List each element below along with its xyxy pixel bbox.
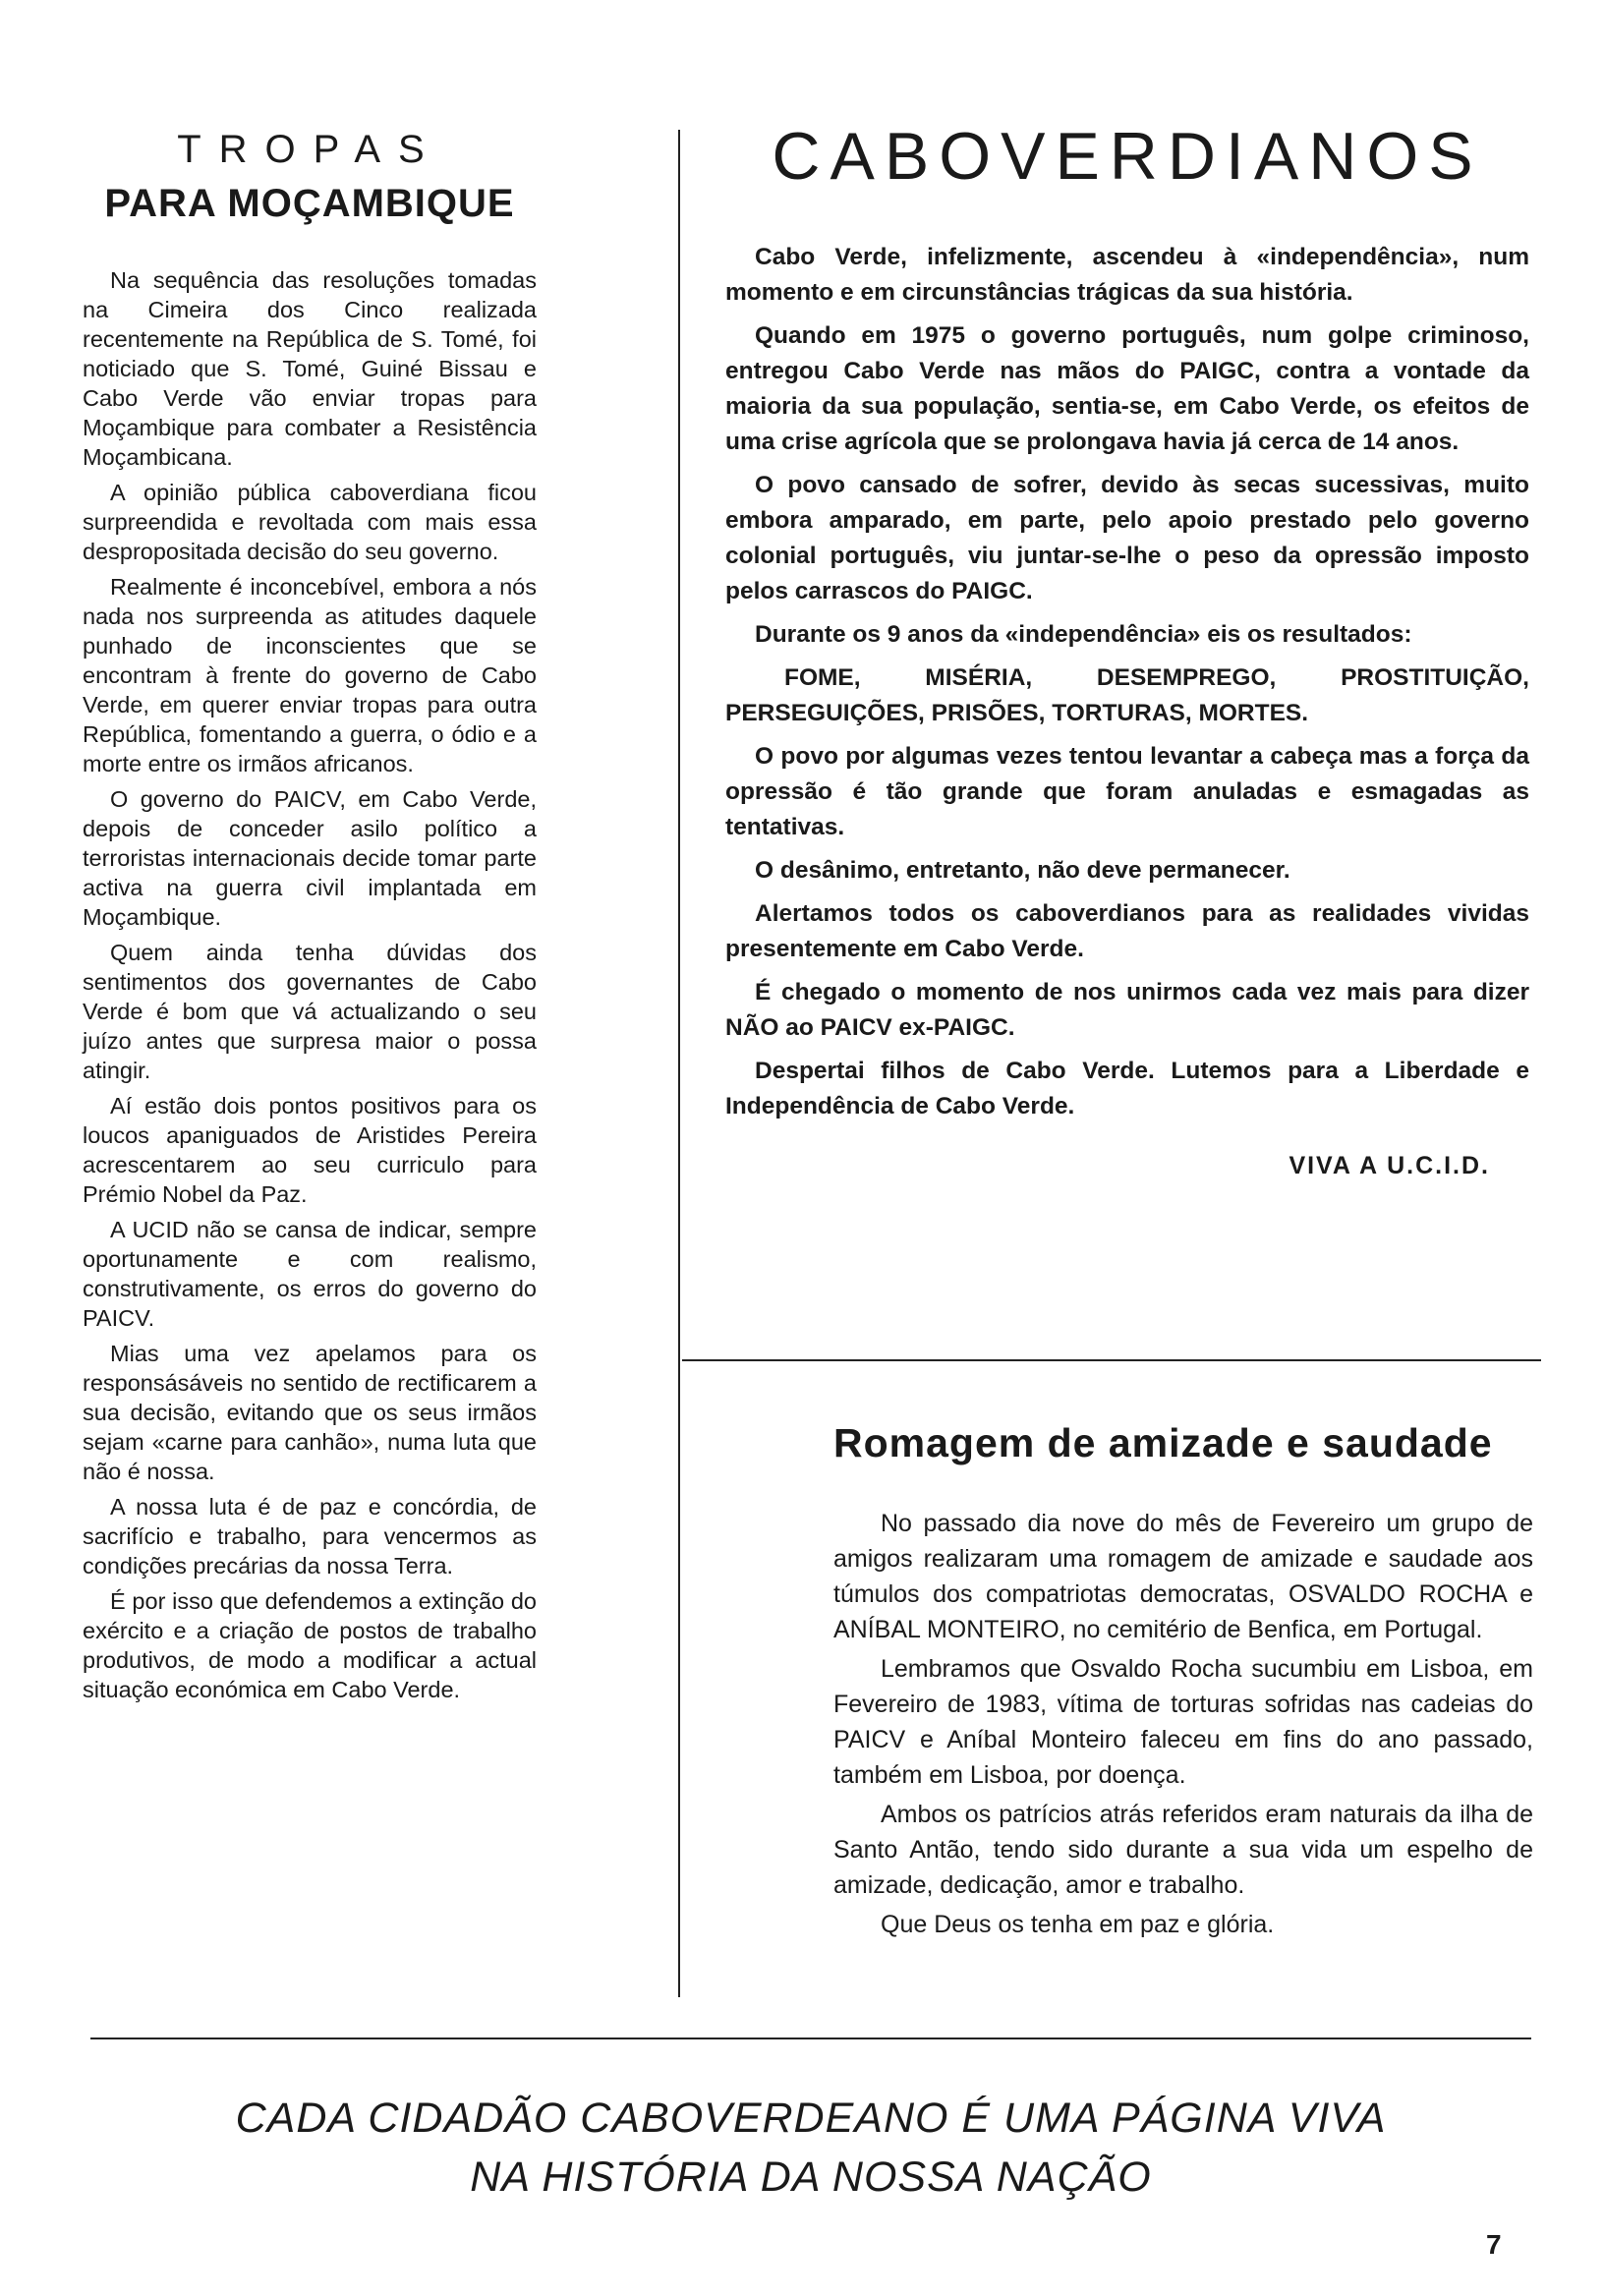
right-article bbox=[725, 118, 1529, 1180]
right-article-paragraph: O desânimo, entretanto, não deve permanecer. bbox=[755, 857, 1290, 884]
column-divider bbox=[678, 130, 680, 1997]
page-number: 7 bbox=[1486, 2229, 1502, 2260]
right-article-signature: VIVA A U.C.I.D. bbox=[1289, 1152, 1490, 1179]
second-article-paragraph: Lembramos que Osvaldo Rocha sucumbiu em Lisboa, em Fevereiro de 1983, vítima de torturas sofridas nas cadeias do PAICV e Aníbal Monteiro faleceu em fins do ano passado, também em Lisboa, por doença. bbox=[833, 1655, 1533, 1789]
second-article-title: Romagem de amizade e saudade bbox=[833, 1420, 1493, 1465]
right-article-paragraph: É chegado o momento de nos unirmos cada vez mais para dizer NÃO ao PAICV ex-PAIGC. bbox=[725, 979, 1529, 1041]
second-article-paragraph: Que Deus os tenha em paz e glória. bbox=[881, 1911, 1275, 1938]
right-article-paragraph: Cabo Verde, infelizmente, ascendeu à «independência», num momento e em circunstâncias trágicas da sua história. bbox=[725, 244, 1529, 306]
left-article-paragraph: Mias uma vez apelamos para os responsásáveis no sentido de rectificarem a sua decisão, evitando que os seus irmãos sejam «carne para canhão», numa luta que não é nossa. bbox=[83, 1341, 537, 1484]
left-article-title-line2: PARA MOÇAMBIQUE bbox=[104, 182, 515, 225]
second-article-paragraph: No passado dia nove do mês de Fevereiro um grupo de amigos realizaram uma romagem de amizade e saudade aos túmulos dos compatriotas democratas, OSVALDO ROCHA e ANÍBAL MONTEIRO, no cemitério de Benfica, em Portugal. bbox=[833, 1510, 1533, 1643]
right-article-results-list: FOME, MISÉRIA, DESEMPREGO, PROSTITUIÇÃO, PERSEGUIÇÕES, PRISÕES, TORTURAS, MORTES. bbox=[725, 664, 1529, 726]
left-article-paragraph: A opinião pública caboverdiana ficou surpreendida e revoltada com mais essa despropositada decisão do seu governo. bbox=[83, 480, 537, 564]
right-article-paragraph: Despertai filhos de Cabo Verde. Lutemos para a Liberdade e Independência de Cabo Verde. bbox=[725, 1058, 1529, 1119]
right-article-paragraph: Durante os 9 anos da «independência» eis os resultados: bbox=[755, 621, 1412, 648]
right-article-paragraph: Quando em 1975 o governo português, num golpe criminoso, entregou Cabo Verde nas mãos do PAIGC, contra a vontade da maioria da sua população, sentia-se, em Cabo Verde, os efeitos de uma crise agrícola que se prolongava havia já cerca de 14 anos. bbox=[725, 322, 1529, 455]
second-article-paragraph: Ambos os patrícios atrás referidos eram naturais da ilha de Santo Antão, tendo sido durante a sua vida um espelho de amizade, dedicação, amor e trabalho. bbox=[833, 1801, 1533, 1899]
left-article-paragraph: É por isso que defendemos a extinção do exército e a criação de postos de trabalho produtivos, de modo a modificar a actual situação económica em Cabo Verde. bbox=[83, 1588, 537, 1702]
right-article-paragraph: O povo cansado de sofrer, devido às secas sucessivas, muito embora amparado, em parte, pelo apoio prestado pelo governo colonial português, viu juntar-se-lhe o peso da opressão imposto pelos carrascos do PAIGC. bbox=[725, 472, 1529, 604]
second-article bbox=[833, 1420, 1533, 1946]
right-article-paragraph: O povo por algumas vezes tentou levantar a cabeça mas a força da opressão é tão grande que foram anuladas e esmagadas as tentativas. bbox=[725, 743, 1529, 840]
left-article-paragraph: A UCID não se cansa de indicar, sempre oportunamente e com realismo, construtivamente, os erros do governo do PAICV. bbox=[83, 1217, 537, 1331]
left-article-paragraph: Na sequência das resoluções tomadas na Cimeira dos Cinco realizada recentemente na República de S. Tomé, foi noticiado que S. Tomé, Guiné Bissau e Cabo Verde vão enviar tropas para Moçambique para combater a Resistência Moçambicana. bbox=[83, 267, 537, 470]
left-article-paragraph: A nossa luta é de paz e concórdia, de sacrifício e trabalho, para vencermos as condições precárias da nossa Terra. bbox=[83, 1494, 537, 1578]
slogan-line1: CADA CIDADÃO CABOVERDEANO É UMA PÁGINA VIVA bbox=[235, 2095, 1387, 2142]
right-article-title: CABOVERDIANOS bbox=[772, 119, 1483, 194]
left-article-paragraph: O governo do PAICV, em Cabo Verde, depois de conceder asilo político a terroristas internacionais decide tomar parte activa na guerra civil implantada em Moçambique. bbox=[83, 786, 537, 930]
left-article bbox=[83, 128, 537, 1710]
left-article-paragraph: Aí estão dois pontos positivos para os loucos apaniguados de Aristides Pereira acrescentarem ao seu curriculo para Prémio Nobel da Paz. bbox=[83, 1093, 537, 1207]
left-article-paragraph: Realmente é inconcebível, embora a nós nada nos surpreenda as atitudes daquele punhado de inconscientes que se encontram à frente do governo de Cabo Verde, em querer enviar tropas para outra República, fomentando a guerra, o ódio e a morte entre os irmãos africanos. bbox=[83, 574, 537, 776]
slogan-line2: NA HISTÓRIA DA NOSSA NAÇÃO bbox=[470, 2153, 1152, 2201]
left-article-paragraph: Quem ainda tenha dúvidas dos sentimentos dos governantes de Cabo Verde é bom que vá actualizando o seu juízo antes que surpresa maior o possa atingir. bbox=[83, 940, 537, 1083]
section-divider bbox=[682, 1359, 1541, 1361]
footer-divider bbox=[90, 2038, 1531, 2039]
right-article-paragraph: Alertamos todos os caboverdianos para as realidades vividas presentemente em Cabo Verde. bbox=[725, 900, 1529, 962]
slogan bbox=[90, 2089, 1531, 2207]
left-article-title-line1: TROPAS bbox=[177, 128, 442, 171]
